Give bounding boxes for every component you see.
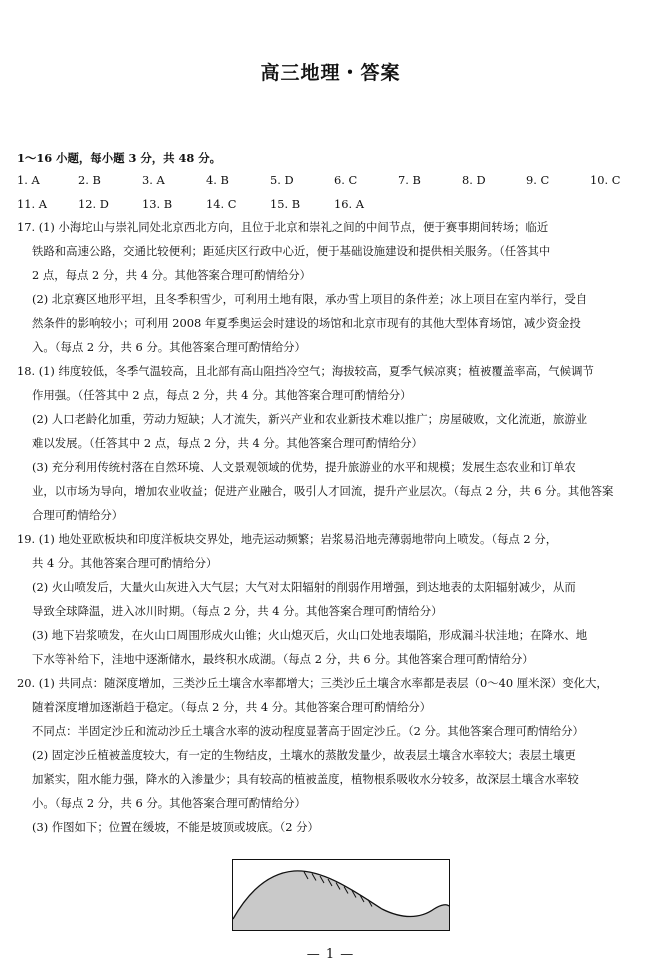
mc-answer: 5. D	[270, 173, 294, 187]
answer-text-line: (2) 火山喷发后，大量火山灰进入大气层；大气对太阳辐射的削弱作用增强，到达地表的太阳辐射减少，从而	[32, 580, 576, 594]
mc-answer: 15. B	[270, 197, 301, 211]
answer-text-line: 2 点，每点 2 分，共 4 分。其他答案合理可酌情给分）	[32, 268, 312, 282]
answer-text-line: 然条件的影响较小；可利用 2008 年夏季奥运会时建设的场馆和北京市现有的其他大型体育场馆，减少资金投	[32, 316, 581, 330]
answer-text-line: (2) 固定沙丘植被盖度较大，有一定的生物结皮，土壤水的蒸散发量少，故表层土壤含水率较大；表层土壤更	[32, 748, 576, 762]
answer-text-line: 作用强。（任答其中 2 点，每点 2 分，共 4 分。其他答案合理可酌情给分）	[32, 388, 412, 402]
answer-text-line: (2) 人口老龄化加重，劳动力短缺；人才流失，新兴产业和农业新技术难以推广；房屋破败，文化流逝，旅游业	[32, 412, 588, 426]
answer-text-line: 不同点：半固定沙丘和流动沙丘土壤含水率的波动程度显著高于固定沙丘。（2 分。其他答案合理可酌情给分）	[32, 724, 584, 738]
section-header: 1～16 小题，每小题 3 分，共 48 分。	[17, 151, 222, 165]
mc-answer: 7. B	[398, 173, 421, 187]
mc-answer: 16. A	[334, 197, 364, 211]
answer-text-line: 入。（每点 2 分，共 6 分。其他答案合理可酌情给分）	[32, 340, 306, 354]
mc-answer: 1. A	[17, 173, 40, 187]
answer-text-line: 19. (1) 地处亚欧板块和印度洋板块交界处，地壳运动频繁；岩浆易沿地壳薄弱地带向上喷发。（每点 2 分，	[17, 532, 558, 546]
answer-text-line: (3) 充分利用传统村落在自然环境、人文景观领域的优势，提升旅游业的水平和规模；发展生态农业和订单农	[32, 460, 576, 474]
mc-answer: 10. C	[590, 173, 621, 187]
dune-profile-figure	[232, 859, 450, 931]
mc-answer: 12. D	[78, 197, 109, 211]
answer-text-line: 共 4 分。其他答案合理可酌情给分）	[32, 556, 218, 570]
mc-answer: 11. A	[17, 197, 47, 211]
answer-text-line: 加紧实，阻水能力强，降水的入渗量少；具有较高的植被盖度，植物根系吸收水分较多，故深层土壤含水率较	[32, 772, 579, 786]
page-title: 高三地理・答案	[260, 62, 401, 84]
mc-answer: 14. C	[206, 197, 237, 211]
answer-text-line: 下水等补给下，洼地中逐渐储水，最终积水成湖。（每点 2 分，共 6 分。其他答案合理可酌情给分）	[32, 652, 534, 666]
answer-text-line: 小。（每点 2 分，共 6 分。其他答案合理可酌情给分）	[32, 796, 306, 810]
mc-answer: 9. C	[526, 173, 550, 187]
answer-text-line: 业，以市场为导向，增加农业收益；促进产业融合，吸引人才回流，提升产业层次。（每点 2 分，共 6 分。其他答案	[32, 484, 614, 498]
mc-answer: 13. B	[142, 197, 173, 211]
answer-text-line: (2) 北京赛区地形平坦，且冬季积雪少，可利用土地有限，承办雪上项目的条件差；冰上项目在室内举行，受自	[32, 292, 588, 306]
page-number: — 1 —	[306, 947, 355, 962]
mc-answer: 4. B	[206, 173, 229, 187]
answer-text-line: (3) 地下岩浆喷发，在火山口周围形成火山锥；火山熄灭后，火山口处地表塌陷，形成漏斗状洼地；在降水、地	[32, 628, 588, 642]
answer-text-line: 18. (1) 纬度较低，冬季气温较高，且北部有高山阻挡冷空气；海拔较高，夏季气候凉爽；植被覆盖率高，气候调节	[17, 364, 594, 378]
answer-text-line: 17. (1) 小海坨山与崇礼同处北京西北方向，且位于北京和崇礼之间的中间节点，便于赛事期间转场；临近	[17, 220, 549, 234]
answer-text-line: (3) 作图如下；位置在缓坡，不能是坡顶或坡底。（2 分）	[32, 820, 319, 834]
mc-answer: 2. B	[78, 173, 101, 187]
mc-answer: 3. A	[142, 173, 165, 187]
answer-text-line: 随着深度增加逐渐趋于稳定。（每点 2 分，共 4 分。其他答案合理可酌情给分）	[32, 700, 432, 714]
answer-text-line: 合理可酌情给分）	[32, 508, 124, 522]
answer-text-line: 难以发展。（任答其中 2 点，每点 2 分，共 4 分。其他答案合理可酌情给分）	[32, 436, 423, 450]
answer-text-line: 铁路和高速公路，交通比较便利；距延庆区行政中心近，便于基础设施建设和提供相关服务。（任答其中	[32, 244, 551, 258]
answer-text-line: 20. (1) 共同点：随深度增加，三类沙丘土壤含水率都增大；三类沙丘土壤含水率都是表层（0～40 厘米深）变化大，	[17, 676, 608, 690]
mc-answer: 6. C	[334, 173, 358, 187]
mc-answer: 8. D	[462, 173, 486, 187]
answer-text-line: 导致全球降温，进入冰川时期。（每点 2 分，共 4 分。其他答案合理可酌情给分）	[32, 604, 443, 618]
